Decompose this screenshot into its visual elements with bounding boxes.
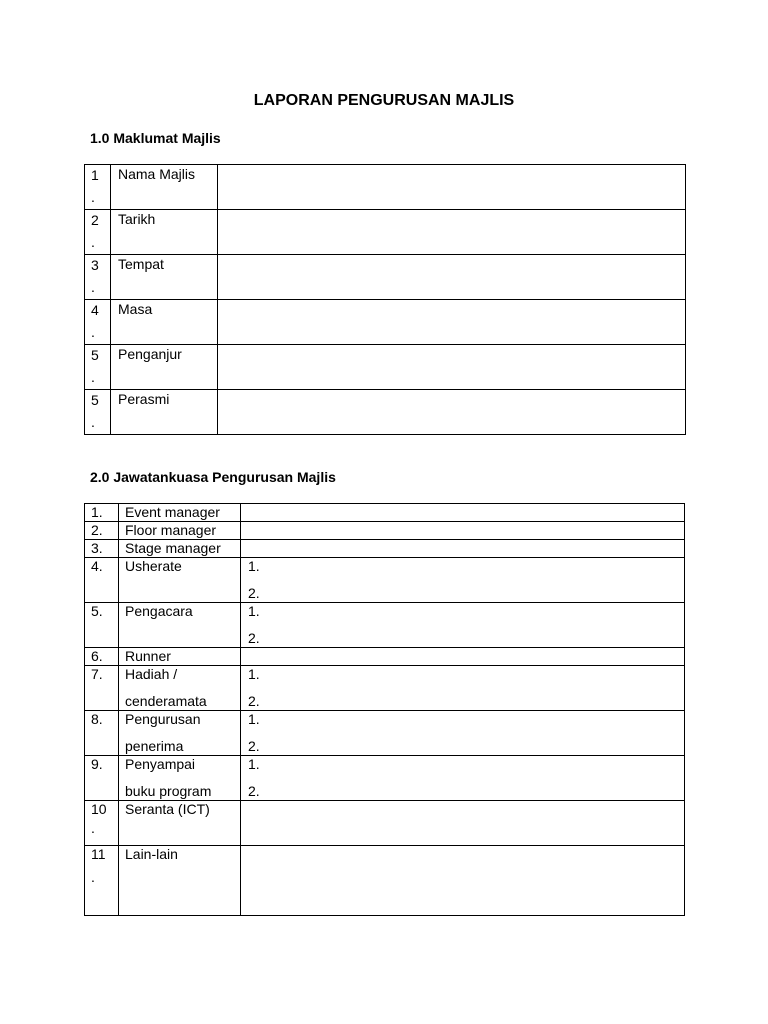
event-manager-field[interactable] <box>241 504 685 522</box>
row-number: 9. <box>85 756 119 801</box>
nama-majlis-field[interactable] <box>218 165 686 210</box>
row-number: 2. <box>85 522 119 540</box>
row-number: 4. <box>85 558 119 603</box>
row-number-dot: . <box>91 279 95 295</box>
row-label: Runner <box>119 648 241 666</box>
row-number-dot: . <box>91 234 95 250</box>
row-label: Tempat <box>118 256 164 272</box>
table-row <box>85 648 685 666</box>
row-label-line1: Hadiah / <box>125 666 178 682</box>
table-row <box>85 390 686 435</box>
stage-manager-field[interactable] <box>241 540 685 558</box>
row-number-dot: . <box>91 414 95 430</box>
row-number: 8. <box>85 711 119 756</box>
lain-lain-field[interactable] <box>241 846 685 916</box>
row-number: 11 <box>91 846 106 862</box>
document-title: LAPORAN PENGURUSAN MAJLIS <box>253 92 515 109</box>
table-row <box>85 345 686 390</box>
table-row <box>85 255 686 300</box>
row-number: 5 <box>91 347 99 363</box>
row-label: Lain-lain <box>119 846 241 916</box>
row-number: 5 <box>91 392 99 408</box>
row-number: 6. <box>85 648 119 666</box>
row-number: 1. <box>85 504 119 522</box>
row-label: Masa <box>118 301 153 317</box>
table-row <box>85 300 686 345</box>
row-label-line2: buku program <box>125 783 212 799</box>
entry-2: 2. <box>248 693 260 709</box>
section1-heading: 1.0 Maklumat Majlis <box>90 130 221 146</box>
tarikh-field[interactable] <box>218 210 686 255</box>
row-number-dot: . <box>91 369 95 385</box>
maklumat-majlis-table <box>84 164 686 435</box>
row-number-dot: . <box>91 189 95 205</box>
entry-1: 1. <box>248 711 260 727</box>
jawatankuasa-table <box>84 503 685 916</box>
table-row <box>85 522 685 540</box>
row-label-line1: Penyampai <box>125 756 196 772</box>
row-number-dot: . <box>91 869 95 885</box>
entry-1: 1. <box>248 756 260 772</box>
seranta-field[interactable] <box>241 801 685 846</box>
row-label: Penganjur <box>118 346 182 362</box>
section2-heading: 2.0 Jawatankuasa Pengurusan Majlis <box>90 469 336 485</box>
entry-1: 1. <box>248 603 260 619</box>
table-row <box>85 558 685 603</box>
row-label <box>119 666 241 711</box>
penganjur-field[interactable] <box>218 345 686 390</box>
pengacara-field[interactable] <box>241 603 685 648</box>
row-number-cell <box>85 846 119 916</box>
pengurusan-penerima-field[interactable] <box>241 711 685 756</box>
row-label: Usherate <box>119 558 241 603</box>
row-number-dot: . <box>91 820 95 836</box>
table-row <box>85 711 685 756</box>
row-number: 3 <box>91 257 99 273</box>
table-row <box>85 210 686 255</box>
entry-1: 1. <box>248 558 260 574</box>
row-label-line2: cenderamata <box>125 693 207 709</box>
row-number-dot: . <box>91 324 95 340</box>
row-label: Nama Majlis <box>118 166 196 182</box>
table-row <box>85 504 685 522</box>
row-number: 4 <box>91 302 99 318</box>
row-number-cell <box>85 801 119 846</box>
entry-1: 1. <box>248 666 260 682</box>
row-label: Floor manager <box>119 522 241 540</box>
perasmi-field[interactable] <box>218 390 686 435</box>
row-number: 3. <box>85 540 119 558</box>
row-number: 2 <box>91 212 99 228</box>
table-row <box>85 801 685 846</box>
masa-field[interactable] <box>218 300 686 345</box>
row-number: 5. <box>85 603 119 648</box>
floor-manager-field[interactable] <box>241 522 685 540</box>
table-row <box>85 846 685 916</box>
hadiah-field[interactable] <box>241 666 685 711</box>
tempat-field[interactable] <box>218 255 686 300</box>
row-label <box>119 711 241 756</box>
entry-2: 2. <box>248 783 260 799</box>
table-row <box>85 165 686 210</box>
row-label <box>119 756 241 801</box>
entry-2: 2. <box>248 585 260 601</box>
row-number: 1 <box>91 167 99 183</box>
table-row <box>85 540 685 558</box>
runner-field[interactable] <box>241 648 685 666</box>
row-label-line1: Pengurusan <box>125 711 201 727</box>
row-label: Pengacara <box>119 603 241 648</box>
row-label: Stage manager <box>119 540 241 558</box>
row-label-line2: penerima <box>125 738 184 754</box>
penyampai-field[interactable] <box>241 756 685 801</box>
entry-2: 2. <box>248 630 260 646</box>
row-label: Event manager <box>119 504 241 522</box>
table-row <box>85 603 685 648</box>
usherate-field[interactable] <box>241 558 685 603</box>
table-row <box>85 756 685 801</box>
table-row <box>85 666 685 711</box>
entry-2: 2. <box>248 738 260 754</box>
row-number: 7. <box>85 666 119 711</box>
row-label: Perasmi <box>118 391 170 407</box>
row-number: 10 <box>91 801 107 817</box>
row-label: Tarikh <box>118 211 156 227</box>
row-label: Seranta (ICT) <box>119 801 241 846</box>
